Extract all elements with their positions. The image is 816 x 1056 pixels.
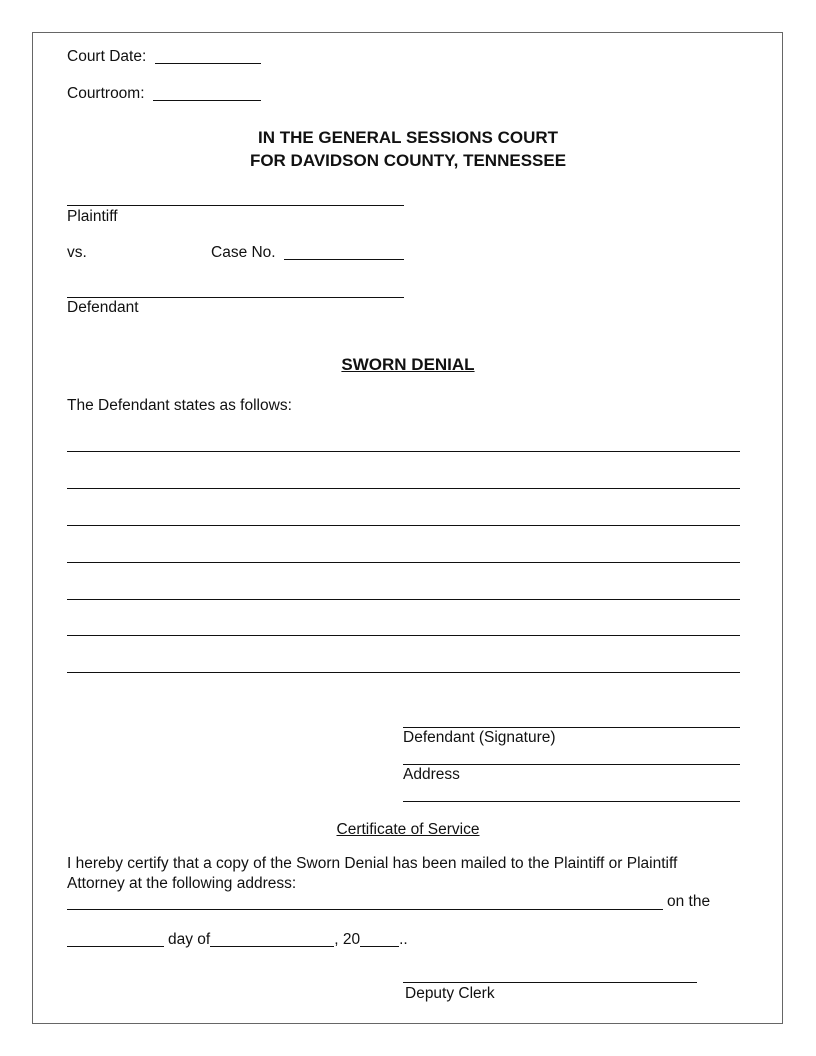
deputy-clerk-label: Deputy Clerk	[405, 985, 495, 1002]
month-field[interactable]	[210, 945, 334, 947]
statement-line[interactable]	[67, 635, 740, 636]
form-title: SWORN DENIAL	[341, 355, 475, 374]
statement-line[interactable]	[67, 562, 740, 563]
statement-line[interactable]	[67, 488, 740, 489]
case-no-row	[211, 245, 404, 261]
court-date-label: Court Date:	[67, 48, 147, 65]
courtroom-row	[67, 86, 261, 102]
courtroom-label: Courtroom:	[67, 85, 145, 102]
court-title-line2: FOR DAVIDSON COUNTY, TENNESSEE	[249, 151, 567, 170]
courtroom-field[interactable]	[153, 99, 261, 101]
defendant-label: Defendant	[67, 299, 139, 316]
statement-line[interactable]	[67, 672, 740, 673]
statement-line[interactable]	[67, 451, 740, 452]
certificate-title: Certificate of Service	[336, 821, 480, 838]
statement-line[interactable]	[67, 599, 740, 600]
plaintiff-label: Plaintiff	[67, 208, 118, 225]
service-address-field[interactable]	[67, 909, 663, 910]
year-suffix: ..	[399, 931, 408, 948]
statement-line[interactable]	[67, 525, 740, 526]
certificate-text-line2: Attorney at the following address:	[67, 875, 297, 892]
defendant-field[interactable]	[67, 297, 404, 298]
date-row	[67, 932, 408, 948]
case-no-label: Case No.	[211, 244, 276, 261]
deputy-clerk-signature-field[interactable]	[403, 982, 697, 983]
court-date-row	[67, 49, 261, 65]
address-line-1[interactable]	[403, 764, 740, 765]
address-label: Address	[403, 766, 460, 783]
court-date-field[interactable]	[155, 62, 261, 64]
certificate-text-line1: I hereby certify that a copy of the Sworn Denial has been mailed to the Plaintiff or Plaintiff	[67, 855, 678, 872]
defendant-signature-field[interactable]	[403, 727, 740, 728]
year-prefix: , 20	[334, 931, 361, 948]
day-of-label: day of	[168, 931, 211, 948]
day-field[interactable]	[67, 945, 164, 947]
year-field[interactable]	[360, 945, 399, 947]
court-title-line1: IN THE GENERAL SESSIONS COURT	[257, 128, 559, 147]
plaintiff-field[interactable]	[67, 205, 404, 206]
on-the-label: on the	[667, 893, 711, 910]
defendant-signature-label: Defendant (Signature)	[403, 729, 556, 746]
vs-label: vs.	[67, 244, 87, 261]
intro-text: The Defendant states as follows:	[67, 397, 292, 414]
address-line-2[interactable]	[403, 801, 740, 802]
case-no-field[interactable]	[284, 258, 404, 260]
